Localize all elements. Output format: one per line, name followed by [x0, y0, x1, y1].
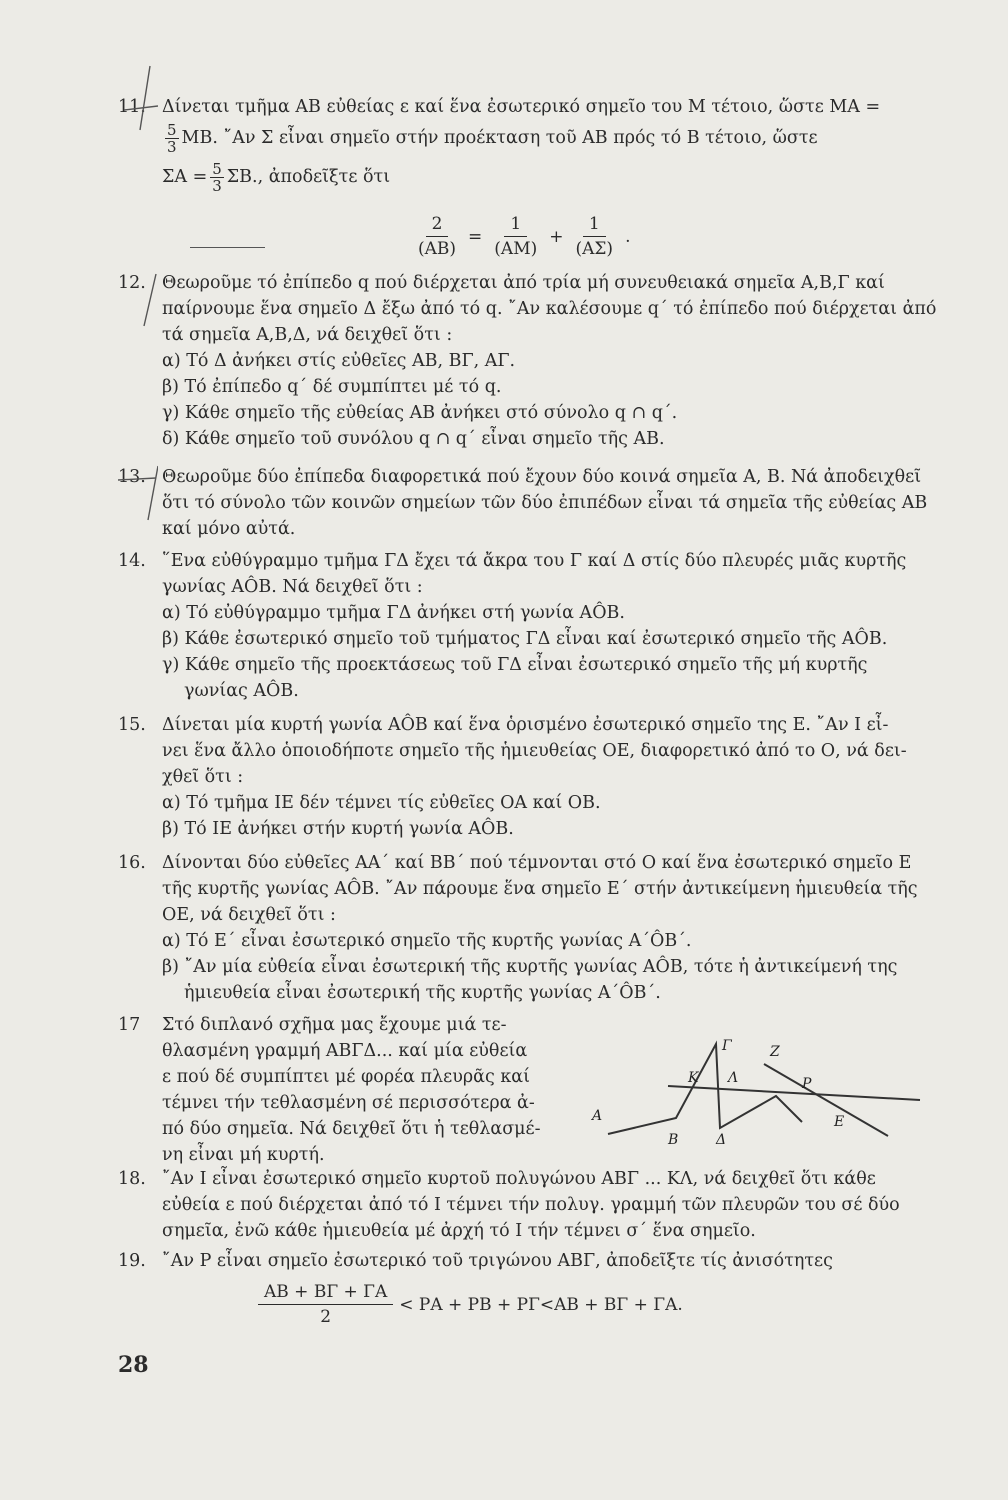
- label-l: Λ: [728, 1070, 739, 1086]
- margin-pencil-marks: [118, 60, 158, 620]
- label-g: Γ: [722, 1038, 732, 1054]
- exercise-number: 16.: [118, 853, 146, 873]
- label-e: Ε: [834, 1114, 845, 1130]
- exercise-16: 16. Δίνονται δύο εὐθεῖες ΑΑ΄ καί ΒΒ΄ πού τέμνονται στό Ο καί ἕνα ἐσωτερικό σημεῖο Ε τῆς κυρτῆς γωνίας ΑÔΒ. ῎Αν πάρουμε ἕνα σημεῖο Ε΄ στήν ἀντικείμενη ἡμιευθεία τῆς ΟΕ, νά δειχθεῖ ὅτι : α) Τό Ε΄ εἶναι ἐσωτερικό σημεῖο τῆς κυρτῆς γωνίας Α΄ÔΒ΄. β) ῎Αν μία εὐθεία εἶναι ἐσωτερική τῆς κυρτῆς γωνίας ΑÔΒ, τότε ἡ ἀντικείμενή της ἡμιευθεία εἶναι ἐσωτερική τῆς κυρτῆς γωνίας Α΄ÔΒ΄.: [118, 850, 938, 1006]
- exercise-number: 14.: [118, 551, 146, 571]
- label-k: Κ: [688, 1070, 699, 1086]
- exercise-number: 17: [118, 1015, 141, 1035]
- exercise-number: 18.: [118, 1169, 146, 1189]
- fraction: $\frac{5}{3}$: [212, 160, 222, 195]
- rule-mark: [190, 247, 265, 248]
- exercise-19: 19. ῎Αν Ρ εἶναι σημεῖο ἐσωτερικό τοῦ τριγώνου ΑΒΓ, ἀποδεῖξτε τίς ἀνισότητες: [118, 1248, 938, 1274]
- broken-line-figure: [588, 1036, 928, 1146]
- exercise-11: 11. Δίνεται τμῆμα ΑΒ εὐθείας ε καί ἕνα ἐσωτερικό σημεῖο του Μ τέτοιο, ὥστε ΜΑ = $\frac{5}{3}$ ΜΒ. ῎Αν Σ εἶναι σημεῖο στήν προέκταση τοῦ ΑΒ πρός τό Β τέτοιο, ὥστε ΣΑ = $\frac{5}{3}$ ΣΒ., ἀποδεῖξτε ὅτι: [118, 94, 938, 194]
- page-number: 28: [118, 1352, 149, 1378]
- exercise-14: 14. ῞Ενα εὐθύγραμμο τμῆμα ΓΔ ἔχει τά ἄκρα του Γ καί Δ στίς δύο πλευρές μιᾶς κυρτῆς γωνίας ΑÔΒ. Νά δειχθεῖ ὅτι : α) Τό εὐθύγραμμο τμῆμα ΓΔ ἀνήκει στή γωνία ΑÔΒ. β) Κάθε ἐσωτερικό σημεῖο τοῦ τμήματος ΓΔ εἶναι καί ἐσωτερικό σημεῖο τῆς ΑÔΒ. γ) Κάθε σημεῖο τῆς προεκτάσεως τοῦ ΓΔ εἶναι ἐσωτερικό σημεῖο τῆς μή κυρτῆς γωνίας ΑÔΒ.: [118, 548, 938, 704]
- fraction: $\frac{5}{3}$: [167, 121, 177, 156]
- exercise-number: 13.: [118, 467, 146, 487]
- equation-11: $\frac{2}{(AB)}$ = $\frac{1}{(AM)}$ + $\frac{1}{(A\Sigma)}$ .: [418, 214, 631, 259]
- exercise-number: 12.: [118, 273, 146, 293]
- exercise-13: 13. Θεωροῦμε δύο ἐπίπεδα διαφορετικά πού ἔχουν δύο κοινά σημεῖα Α, Β. Νά ἀποδειχθεῖ ὅτι τό σύνολο τῶν κοινῶν σημείων τῶν δύο ἐπιπέδων εἶναι τά σημεῖα τῆς εὐθείας ΑΒ καί μόνο αὐτά.: [118, 464, 938, 542]
- exercise-text: Δίνεται τμῆμα ΑΒ εὐθείας ε καί ἕνα ἐσωτερικό σημεῖο του Μ τέτοιο, ὥστε ΜΑ =: [162, 97, 881, 117]
- exercise-text: ΣΒ., ἀποδεῖξτε ὅτι: [226, 167, 391, 187]
- inequality-19: ΑΒ + ΒΓ + ΓΑ 2 < ΡΑ + ΡΒ + ΡΓ<ΑΒ + ΒΓ + ΓΑ.: [258, 1282, 683, 1327]
- label-z: Z: [770, 1044, 780, 1060]
- line-e: [668, 1086, 920, 1100]
- label-a: Α: [592, 1108, 603, 1124]
- exercise-number: 15.: [118, 715, 146, 735]
- label-d: Δ: [716, 1132, 727, 1146]
- exercise-number: 11.: [118, 97, 146, 117]
- exercise-17: 17 Στό διπλανό σχῆμα μας ἔχουμε μιά τε- θλασμένη γραμμή ΑΒΓΔ... καί μία εὐθεία ε πού δέ συμπίπτει μέ φορέα πλευρᾶς καί τέμνει τήν τεθλασμένη σέ περισσότερα ἀ- πό δύο σημεῖα. Νά δειχθεῖ ὅτι ἡ τεθλασμέ- νη εἶναι μή κυρτή.: [118, 1012, 578, 1168]
- exercise-18: 18. ῎Αν Ι εἶναι ἐσωτερικό σημεῖο κυρτοῦ πολυγώνου ΑΒΓ ... ΚΛ, νά δειχθεῖ ὅτι κάθε εὐθεία ε πού διέρχεται ἀπό τό Ι τέμνει τήν πολυγ. γραμμή τῶν πλευρῶν του σέ δύο σημεῖα, ἐνῶ κάθε ἡμιευθεία μέ ἀρχή τό Ι τήν τέμνει σ΄ ἕνα σημεῖο.: [118, 1166, 938, 1244]
- exercise-number: 19.: [118, 1251, 146, 1271]
- exercise-text: ΜΒ. ῎Αν Σ εἶναι σημεῖο στήν προέκταση τοῦ ΑΒ πρός τό Β τέτοιο, ὥστε: [181, 128, 818, 148]
- exercise-12: 12. Θεωροῦμε τό ἐπίπεδο q πού διέρχεται ἀπό τρία μή συνευθειακά σημεῖα Α,Β,Γ καί παίρνουμε ἕνα σημεῖο Δ ἔξω ἀπό τό q. ῎Αν καλέσουμε q΄ τό ἐπίπεδο πού διέρχεται ἀπό τά σημεῖα Α,Β,Δ, νά δειχθεῖ ὅτι : α) Τό Δ ἀνήκει στίς εὐθεῖες ΑΒ, ΒΓ, ΑΓ. β) Τό ἐπίπεδο q΄ δέ συμπίπτει μέ τό q. γ) Κάθε σημεῖο τῆς εὐθείας ΑΒ ἀνήκει στό σύνολο q ∩ q΄. δ) Κάθε σημεῖο τοῦ συνόλου q ∩ q΄ εἶναι σημεῖο τῆς ΑΒ.: [118, 270, 938, 452]
- line-z: [764, 1064, 888, 1136]
- exercise-15: 15. Δίνεται μία κυρτή γωνία ΑÔΒ καί ἕνα ὁρισμένο ἐσωτερικό σημεῖο της Ε. ῎Αν Ι εἶ- νει ἕνα ἄλλο ὁποιοδήποτε σημεῖο τῆς ἡμιευθείας ΟΕ, διαφορετικό ἀπό το Ο, νά δει- χθεῖ ὅτι : α) Τό τμῆμα ΙΕ δέν τέμνει τίς εὐθεῖες ΟΑ καί ΟΒ. β) Τό ΙΕ ἀνήκει στήν κυρτή γωνία ΑÔΒ.: [118, 712, 938, 842]
- label-b: Β: [668, 1132, 679, 1146]
- label-p: Ρ: [802, 1076, 812, 1092]
